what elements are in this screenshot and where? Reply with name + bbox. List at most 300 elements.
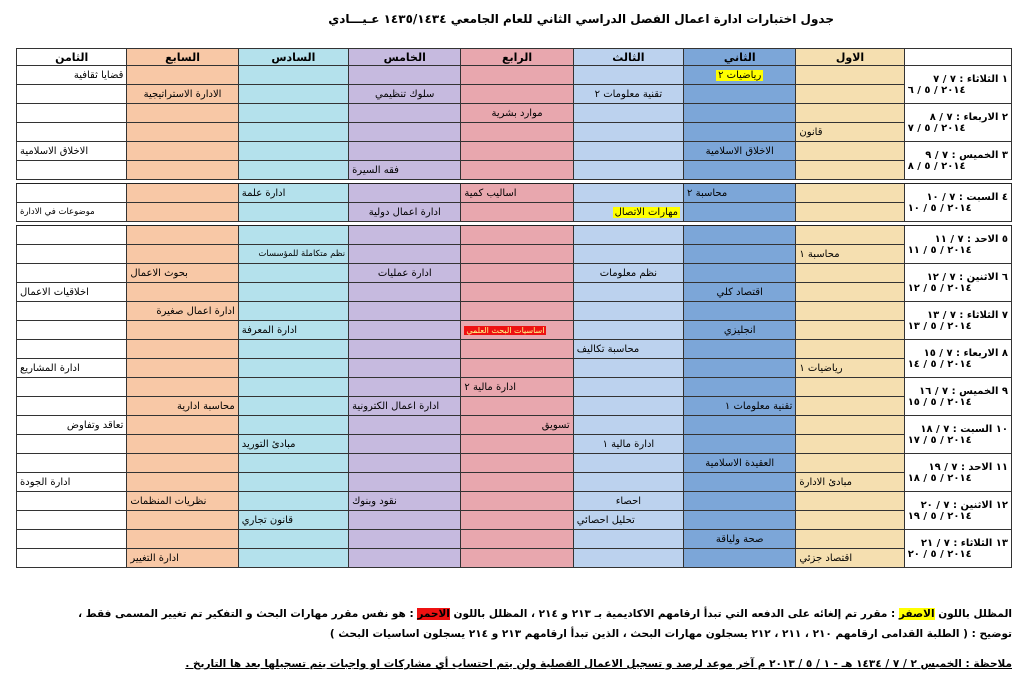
course-name: نقود وبنوك	[352, 495, 397, 507]
exam-cell	[796, 378, 904, 397]
schedule-row	[17, 123, 1012, 142]
exam-cell	[684, 161, 796, 180]
exam-cell	[349, 359, 461, 378]
exam-cell	[461, 226, 573, 245]
exam-cell	[573, 435, 683, 454]
exam-cell	[573, 473, 683, 492]
exam-cell	[461, 283, 573, 302]
exam-cell	[796, 104, 904, 123]
course-name: تعاقد وتفاوض	[66, 419, 124, 431]
course-name: صحة ولياقة	[715, 533, 764, 545]
exam-cell	[684, 492, 796, 511]
course-name: نظم معلومات	[599, 267, 658, 279]
course-name: ادارة المشاريع	[20, 362, 80, 374]
exam-cell	[796, 283, 904, 302]
exam-cell	[349, 340, 461, 359]
course-name: قضايا ثقافية	[73, 69, 124, 81]
exam-cell	[796, 454, 904, 473]
schedule-row	[17, 321, 1012, 340]
day-label: ١٢ الاثنين : ٧ / ٢٠	[920, 499, 1008, 511]
exam-cell	[796, 123, 904, 142]
exam-cell	[127, 473, 238, 492]
date-label: ٢٠١٤ / ٥ / ١٩	[907, 510, 972, 522]
course-name: نظريات المنظمات	[130, 495, 207, 507]
header-cell: الثالث	[573, 49, 683, 66]
exam-cell	[684, 321, 796, 340]
exam-cell	[238, 473, 348, 492]
exam-cell	[461, 123, 573, 142]
day-label: ٩ الخميس : ٧ / ١٦	[919, 385, 1008, 397]
course-name: ادارة اعمال دولية	[368, 206, 441, 218]
course-name: مبادئ التوريد	[241, 438, 296, 450]
exam-cell	[573, 530, 683, 549]
exam-cell	[127, 226, 238, 245]
exam-cell	[17, 264, 127, 283]
day-cell	[904, 142, 1011, 180]
exam-cell	[349, 142, 461, 161]
exam-cell	[573, 66, 683, 85]
schedule-row	[17, 104, 1012, 123]
exam-cell	[349, 123, 461, 142]
schedule-row	[17, 549, 1012, 568]
day-label: ١١ الاحد : ٧ / ١٩	[928, 461, 1008, 473]
exam-cell	[349, 397, 461, 416]
note-deadline: ملاحظة : الخميس ٢ / ٧ / ١٤٣٤ هـ - ١ / ٥ / ٢٠١٣ م آخر موعد لرصد و تسجيل الاعمال الفصلية ولن يتم احتساب أي مشاركات او واجبات يتم تسجيلها بعد ها التاريخ .	[185, 658, 1012, 670]
course-name: رياضيات ١	[799, 362, 843, 374]
exam-cell	[127, 397, 238, 416]
schedule-row	[17, 142, 1012, 161]
exam-cell	[684, 66, 796, 85]
exam-cell	[796, 549, 904, 568]
exam-cell	[238, 66, 348, 85]
exam-cell	[238, 123, 348, 142]
exam-cell	[684, 397, 796, 416]
exam-cell	[796, 66, 904, 85]
exam-cell	[238, 142, 348, 161]
exam-cell	[684, 340, 796, 359]
exam-cell	[238, 359, 348, 378]
course-name: ادارة المعرفة	[241, 324, 298, 336]
exam-cell	[127, 511, 238, 530]
course-name: ادارة مالية ٢	[464, 381, 517, 393]
exam-cell	[127, 161, 238, 180]
exam-cell	[461, 378, 573, 397]
course-name: ادارة اعمال الكترونية	[352, 400, 440, 412]
exam-cell	[17, 142, 127, 161]
exam-cell	[573, 340, 683, 359]
course-name: الاخلاق الاسلامية	[705, 145, 774, 157]
exam-cell	[127, 549, 238, 568]
exam-cell	[17, 359, 127, 378]
exam-cell	[349, 530, 461, 549]
day-cell	[904, 66, 1011, 104]
note-text: : هو نفس مقرر مهارات البحث و التفكير تم تغيير المسمى فقط ،	[78, 608, 414, 620]
header-cell: السادس	[238, 49, 348, 66]
exam-cell	[238, 397, 348, 416]
exam-cell	[127, 378, 238, 397]
course-name: تقنية معلومات ١	[724, 400, 793, 412]
exam-cell	[684, 104, 796, 123]
exam-cell	[238, 492, 348, 511]
course-name: فقه السيرة	[352, 164, 399, 176]
schedule-row	[17, 397, 1012, 416]
exam-cell	[17, 302, 127, 321]
exam-cell	[573, 283, 683, 302]
exam-cell	[349, 85, 461, 104]
exam-cell	[127, 492, 238, 511]
course-name: اقتصاد كلي	[716, 286, 763, 298]
header-cell: الثاني	[684, 49, 796, 66]
date-label: ٢٠١٤ / ٥ / ١٣	[907, 320, 972, 332]
course-name: محاسبة تكاليف	[576, 343, 640, 355]
exam-cell	[349, 473, 461, 492]
day-label: ٥ الاحد : ٧ / ١١	[934, 233, 1008, 245]
exam-cell	[127, 85, 238, 104]
exam-cell	[17, 104, 127, 123]
exam-cell	[238, 184, 348, 203]
date-label: ٢٠١٤ / ٥ / ٦	[907, 84, 966, 96]
exam-cell	[238, 321, 348, 340]
schedule-row	[17, 203, 1012, 222]
course-name: سلوك تنظيمي	[375, 88, 435, 100]
exam-cell	[127, 530, 238, 549]
day-label: ٣ الخميس : ٧ / ٩	[925, 149, 1008, 161]
course-name: تقنية معلومات ٢	[594, 88, 663, 100]
exam-cell	[573, 397, 683, 416]
exam-cell	[796, 302, 904, 321]
day-cell	[904, 416, 1011, 454]
exam-cell	[17, 397, 127, 416]
exam-cell	[127, 340, 238, 359]
exam-cell	[684, 454, 796, 473]
header-cell: السابع	[127, 49, 238, 66]
exam-cell	[17, 283, 127, 302]
header-cell: الرابع	[461, 49, 573, 66]
exam-cell	[684, 302, 796, 321]
exam-cell	[238, 104, 348, 123]
exam-cell	[17, 530, 127, 549]
exam-cell	[127, 203, 238, 222]
exam-cell	[684, 283, 796, 302]
exam-cell	[17, 511, 127, 530]
day-cell	[904, 492, 1011, 530]
schedule-row	[17, 85, 1012, 104]
course-name: ادارة الجودة	[20, 476, 71, 488]
exam-cell	[17, 123, 127, 142]
exam-cell	[238, 511, 348, 530]
schedule-row	[17, 511, 1012, 530]
schedule-row	[17, 530, 1012, 549]
exam-cell	[349, 416, 461, 435]
exam-cell	[349, 454, 461, 473]
exam-cell	[573, 142, 683, 161]
exam-cell	[349, 302, 461, 321]
day-header	[904, 49, 1011, 66]
exam-cell	[461, 530, 573, 549]
exam-cell	[127, 416, 238, 435]
exam-cell	[796, 245, 904, 264]
exam-cell	[573, 161, 683, 180]
course-name: مبادئ الادارة	[799, 476, 853, 488]
exam-cell	[796, 492, 904, 511]
day-label: ١٠ السبت : ٧ / ١٨	[920, 423, 1008, 435]
exam-cell	[17, 416, 127, 435]
day-label: ١٣ الثلاثاء : ٧ / ٢١	[920, 537, 1008, 549]
exam-cell	[17, 161, 127, 180]
schedule-row	[17, 245, 1012, 264]
schedule-row	[17, 302, 1012, 321]
exam-cell	[573, 184, 683, 203]
exam-cell	[796, 142, 904, 161]
yellow-tag: الاصفر	[898, 608, 935, 620]
exam-cell	[461, 511, 573, 530]
exam-cell	[461, 454, 573, 473]
header-row	[17, 49, 1012, 66]
schedule-row	[17, 184, 1012, 203]
exam-cell	[349, 226, 461, 245]
exam-cell	[461, 302, 573, 321]
note-clarification: توضيح : ( الطلبة القدامى ارقامهم ٢١٠ ، ٢١١ ، ٢١٢ يسجلون مهارات البحث ، الذين تبدأ ارقامهم ٢١٣ و ٢١٤ يسجلون اساسيات البحث )	[329, 628, 1012, 640]
note-highlight-legend	[16, 608, 1012, 620]
course-name: العقيدة الاسلامية	[705, 457, 775, 469]
exam-cell	[127, 321, 238, 340]
exam-cell	[461, 397, 573, 416]
course-name: رياضيات ٢	[718, 69, 762, 81]
course-name: ادارة مالية ١	[602, 438, 655, 450]
schedule-row	[17, 283, 1012, 302]
exam-cell	[684, 85, 796, 104]
exam-cell	[461, 492, 573, 511]
exam-cell	[684, 203, 796, 222]
red-tag: الاحمر	[417, 608, 450, 620]
exam-cell	[349, 435, 461, 454]
note-text: : مقرر تم إلغائه على الدفعه التي تبدأ ارقامهم الاكاديمية بـ ٢١٣ و ٢١٤ ، المظلل باللون	[453, 608, 896, 620]
schedule-row	[17, 416, 1012, 435]
exam-cell	[349, 104, 461, 123]
exam-cell	[684, 226, 796, 245]
day-cell	[904, 184, 1011, 222]
date-label: ٢٠١٤ / ٥ / ١٠	[907, 202, 972, 214]
exam-cell	[796, 264, 904, 283]
exam-cell	[796, 416, 904, 435]
exam-cell	[349, 203, 461, 222]
course-name: قانون تجاري	[241, 514, 293, 526]
course-name: انجليزي	[723, 324, 756, 336]
course-name: مهارات الاتصال	[614, 206, 679, 218]
exam-cell	[796, 226, 904, 245]
course-name: الادارة الاستراتيجية	[143, 88, 222, 100]
course-name: اخلاقيات الاعمال	[20, 286, 89, 298]
exam-cell	[796, 184, 904, 203]
date-label: ٢٠١٤ / ٥ / ١١	[907, 244, 972, 256]
course-name: محاسبة ٢	[687, 187, 728, 199]
header-cell: الاول	[796, 49, 904, 66]
exam-schedule-table	[16, 48, 1012, 568]
exam-cell	[796, 340, 904, 359]
day-label: ٤ السبت : ٧ / ١٠	[926, 191, 1008, 203]
exam-cell	[461, 85, 573, 104]
schedule-row	[17, 340, 1012, 359]
exam-cell	[573, 359, 683, 378]
exam-cell	[461, 340, 573, 359]
exam-cell	[127, 104, 238, 123]
exam-cell	[461, 66, 573, 85]
date-label: ٢٠١٤ / ٥ / ١٥	[907, 396, 972, 408]
day-cell	[904, 340, 1011, 378]
exam-cell	[796, 359, 904, 378]
exam-cell	[461, 321, 573, 340]
exam-cell	[17, 321, 127, 340]
course-name: احصاء	[615, 495, 642, 507]
note-text: المظلل باللون	[938, 608, 1012, 620]
exam-cell	[238, 416, 348, 435]
exam-cell	[573, 85, 683, 104]
exam-cell	[349, 492, 461, 511]
course-name: ادارة علمة	[241, 187, 286, 199]
day-label: ٧ الثلاثاء : ٧ / ١٣	[927, 309, 1008, 321]
schedule-row	[17, 161, 1012, 180]
course-name: محاسبة ١	[799, 248, 840, 260]
exam-cell	[573, 264, 683, 283]
schedule-row	[17, 378, 1012, 397]
header-cell: الخامس	[349, 49, 461, 66]
exam-cell	[684, 435, 796, 454]
course-name: الاخلاق الاسلامية	[20, 145, 89, 157]
exam-cell	[573, 123, 683, 142]
exam-cell	[573, 104, 683, 123]
exam-cell	[127, 435, 238, 454]
exam-cell	[238, 85, 348, 104]
course-name: اساليب كمية	[464, 187, 517, 199]
schedule-row	[17, 454, 1012, 473]
course-name: محاسبة ادارية	[176, 400, 235, 412]
exam-cell	[17, 184, 127, 203]
exam-cell	[17, 492, 127, 511]
exam-cell	[349, 549, 461, 568]
date-label: ٢٠١٤ / ٥ / ١٤	[907, 358, 972, 370]
exam-cell	[127, 359, 238, 378]
exam-cell	[127, 264, 238, 283]
exam-cell	[238, 264, 348, 283]
exam-cell	[17, 473, 127, 492]
exam-cell	[796, 435, 904, 454]
date-label: ٢٠١٤ / ٥ / ١٢	[907, 282, 972, 294]
exam-cell	[461, 142, 573, 161]
day-cell	[904, 226, 1011, 264]
exam-cell	[127, 66, 238, 85]
exam-cell	[349, 511, 461, 530]
exam-cell	[573, 549, 683, 568]
exam-cell	[238, 530, 348, 549]
course-name: بحوث الاعمال	[130, 267, 188, 279]
exam-cell	[127, 184, 238, 203]
exam-cell	[349, 321, 461, 340]
exam-cell	[461, 245, 573, 264]
exam-cell	[684, 264, 796, 283]
date-label: ٢٠١٤ / ٥ / ٢٠	[907, 548, 972, 560]
exam-cell	[238, 283, 348, 302]
day-cell	[904, 454, 1011, 492]
exam-cell	[684, 473, 796, 492]
day-cell	[904, 264, 1011, 302]
date-label: ٢٠١٤ / ٥ / ١٨	[907, 472, 972, 484]
exam-cell	[238, 302, 348, 321]
exam-cell	[17, 549, 127, 568]
exam-cell	[17, 226, 127, 245]
exam-cell	[684, 511, 796, 530]
course-name: اقتصاد جزئي	[799, 552, 853, 564]
course-name: تحليل احصائي	[576, 514, 635, 526]
day-cell	[904, 530, 1011, 568]
exam-cell	[573, 321, 683, 340]
schedule-row	[17, 66, 1012, 85]
day-label: ٨ الاربعاء : ٧ / ١٥	[923, 347, 1008, 359]
exam-cell	[684, 123, 796, 142]
exam-cell	[461, 264, 573, 283]
day-label: ٢ الاربعاء : ٧ / ٨	[929, 111, 1008, 123]
exam-cell	[349, 161, 461, 180]
exam-cell	[17, 66, 127, 85]
exam-cell	[127, 245, 238, 264]
schedule-row	[17, 435, 1012, 454]
exam-cell	[461, 549, 573, 568]
exam-cell	[684, 359, 796, 378]
exam-cell	[684, 549, 796, 568]
schedule-row	[17, 226, 1012, 245]
schedule-row	[17, 264, 1012, 283]
exam-cell	[461, 473, 573, 492]
schedule-row	[17, 359, 1012, 378]
course-name: نظم متكاملة للمؤسسات	[258, 249, 346, 259]
exam-cell	[684, 184, 796, 203]
exam-cell	[684, 142, 796, 161]
date-label: ٢٠١٤ / ٥ / ١٧	[907, 434, 972, 446]
exam-cell	[17, 454, 127, 473]
exam-cell	[461, 416, 573, 435]
exam-cell	[238, 161, 348, 180]
exam-cell	[461, 435, 573, 454]
day-label: ١ الثلاثاء : ٧ / ٧	[933, 73, 1008, 85]
schedule-row	[17, 492, 1012, 511]
exam-cell	[573, 203, 683, 222]
exam-cell	[684, 378, 796, 397]
exam-cell	[349, 283, 461, 302]
day-cell	[904, 302, 1011, 340]
exam-cell	[127, 454, 238, 473]
day-label: ٦ الاثنين : ٧ / ١٢	[926, 271, 1008, 283]
course-name: اساسيات البحث العلمي	[466, 325, 545, 335]
exam-cell	[127, 283, 238, 302]
exam-cell	[349, 264, 461, 283]
exam-cell	[238, 549, 348, 568]
exam-cell	[17, 340, 127, 359]
exam-cell	[461, 104, 573, 123]
exam-cell	[796, 530, 904, 549]
exam-cell	[17, 435, 127, 454]
exam-cell	[796, 203, 904, 222]
exam-cell	[349, 66, 461, 85]
date-label: ٢٠١٤ / ٥ / ٨	[907, 160, 966, 172]
exam-cell	[17, 245, 127, 264]
exam-cell	[573, 302, 683, 321]
course-name: ادارة اعمال صغيرة	[156, 305, 235, 317]
schedule-row	[17, 473, 1012, 492]
exam-cell	[238, 340, 348, 359]
page-title: جدول اختبارات ادارة اعمال الفصل الدراسي الثاني للعام الجامعي ١٤٣٥/١٤٣٤ عـيـــادي	[328, 12, 834, 26]
exam-cell	[573, 245, 683, 264]
exam-cell	[796, 397, 904, 416]
header-cell: الثامن	[17, 49, 127, 66]
